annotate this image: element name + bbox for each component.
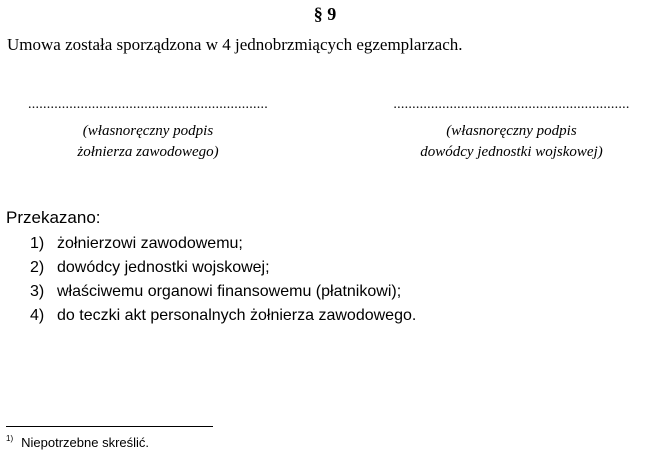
section-heading: § 9 bbox=[313, 4, 337, 24]
list-item-text: właściwemu organowi finansowemu (płatnikowi); bbox=[57, 283, 402, 300]
list-item bbox=[30, 232, 416, 256]
list-item-number: 1) bbox=[30, 235, 45, 252]
list-item bbox=[30, 304, 416, 328]
footnote-marker: 1) bbox=[6, 434, 14, 443]
commander-signature-block bbox=[370, 98, 650, 163]
signature-caption-line: (własnoręczny podpis bbox=[446, 123, 577, 139]
recipient-list bbox=[30, 232, 416, 328]
list-item-text: żołnierzowi zawodowemu; bbox=[57, 235, 243, 252]
handover-label: Przekazano: bbox=[6, 208, 101, 227]
soldier-signature-block bbox=[2, 98, 294, 163]
footnote bbox=[6, 434, 149, 452]
list-item-number: 4) bbox=[30, 307, 45, 324]
signature-caption bbox=[370, 121, 650, 163]
footnote-text: Niepotrzebne skreślić. bbox=[21, 435, 150, 450]
list-item bbox=[30, 280, 416, 304]
list-item-number: 3) bbox=[30, 283, 45, 300]
list-item-text: do teczki akt personalnych żołnierza zawodowego. bbox=[57, 307, 417, 324]
signature-caption-line: (własnoręczny podpis bbox=[82, 123, 214, 139]
copies-statement: Umowa została sporządzona w 4 jednobrzmiących egzemplarzach. bbox=[7, 35, 463, 54]
signature-line: ................................................................ bbox=[28, 98, 268, 112]
signature-line: ............................................................... bbox=[393, 98, 630, 112]
signature-caption bbox=[2, 121, 294, 163]
footnote-divider bbox=[6, 426, 213, 427]
list-item bbox=[30, 256, 416, 280]
list-item-text: dowódcy jednostki wojskowej; bbox=[57, 259, 270, 276]
signature-caption-line: dowódcy jednostki wojskowej) bbox=[420, 144, 603, 160]
signature-caption-line: żołnierza zawodowego) bbox=[77, 144, 219, 160]
list-item-number: 2) bbox=[30, 259, 45, 276]
